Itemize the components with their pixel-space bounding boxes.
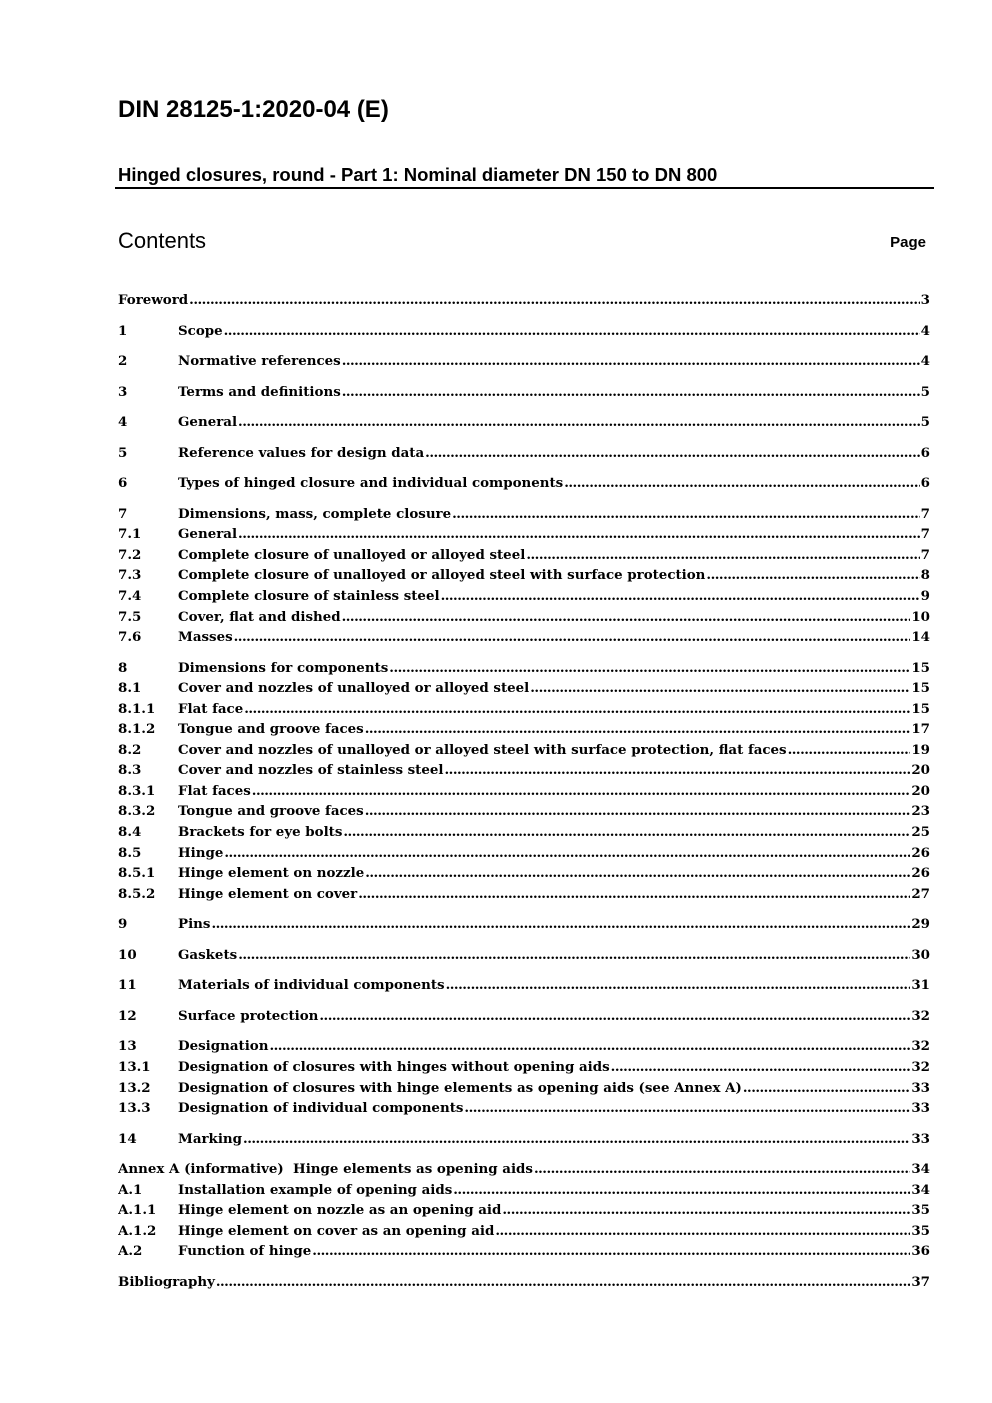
toc-page-number: 34 <box>911 1161 930 1178</box>
toc-number: 7.3 <box>118 567 142 584</box>
toc-number: 8.2 <box>118 741 142 758</box>
toc-dot-leader <box>342 382 920 403</box>
toc-page-number: 7 <box>920 546 930 563</box>
toc-page-number: 7 <box>920 505 930 522</box>
toc-page-number: 30 <box>911 946 930 963</box>
toc-entry-7-4[interactable] <box>118 586 930 607</box>
toc-title: Reference values for design data <box>178 444 425 461</box>
toc-dot-leader <box>526 545 919 566</box>
toc-number: A.1.2 <box>118 1222 157 1239</box>
document-id: DIN 28125-1:2020-04 (E) <box>118 96 389 123</box>
toc-entry-annex-a[interactable] <box>118 1159 930 1180</box>
toc-page-number: 4 <box>920 322 930 339</box>
toc-dot-leader <box>365 801 911 822</box>
toc-page-number: 35 <box>911 1222 930 1239</box>
toc-title: Normative references <box>178 353 341 370</box>
toc-title: Scope <box>178 322 223 339</box>
toc-number: 8.3.1 <box>118 782 156 799</box>
toc-title: Marking <box>178 1130 243 1147</box>
toc-title: General <box>178 414 238 431</box>
toc-number: 14 <box>118 1130 137 1147</box>
toc-dot-leader <box>445 760 911 781</box>
toc-entry-8-5-2[interactable] <box>118 884 930 905</box>
toc-title: Complete closure of stainless steel <box>178 588 440 605</box>
toc-title: Installation example of opening aids <box>178 1181 453 1198</box>
toc-entry-8-5-1[interactable] <box>118 863 930 884</box>
toc-title: Hinge <box>178 844 224 861</box>
toc-page-number: 20 <box>911 762 930 779</box>
toc-title: Tongue and groove faces <box>178 803 364 820</box>
toc-page-number: 17 <box>911 721 930 738</box>
toc-title: Materials of individual components <box>178 977 445 994</box>
toc-number: 8.5.1 <box>118 865 156 882</box>
toc-page-number: 15 <box>911 680 930 697</box>
toc-number: 9 <box>118 916 128 933</box>
toc-dot-leader <box>343 822 910 843</box>
toc-title: Cover, flat and dished <box>178 608 341 625</box>
toc-entry-6[interactable] <box>118 473 930 494</box>
toc-entry-foreword[interactable] <box>118 290 930 311</box>
toc-entry-7-5[interactable] <box>118 607 930 628</box>
toc-page-number: 5 <box>920 414 930 431</box>
toc-number: 3 <box>118 383 128 400</box>
toc-entry-8[interactable] <box>118 658 930 679</box>
toc-entry-a-2[interactable] <box>118 1241 930 1262</box>
toc-entry-7[interactable] <box>118 504 930 525</box>
toc-entry-8-1-1[interactable] <box>118 699 930 720</box>
toc-number: 7.4 <box>118 588 142 605</box>
toc-number: 8 <box>118 659 128 676</box>
toc-entry-4[interactable] <box>118 412 930 433</box>
contents-heading: Contents <box>118 228 207 253</box>
toc-dot-leader <box>269 1036 910 1057</box>
toc-entry-7-3[interactable] <box>118 565 930 586</box>
toc-dot-leader <box>234 627 911 648</box>
toc-number: 11 <box>118 977 137 994</box>
toc-dot-leader <box>365 719 911 740</box>
toc-number: 13.2 <box>118 1079 151 1096</box>
toc-entry-a-1-1[interactable] <box>118 1200 930 1221</box>
toc-dot-leader <box>238 524 920 545</box>
toc-entry-9[interactable] <box>118 914 930 935</box>
toc-number: 7.5 <box>118 608 142 625</box>
toc-number: 8.3 <box>118 762 142 779</box>
toc-title: Hinge element on nozzle as an opening aid <box>178 1202 502 1219</box>
toc-title: Cover and nozzles of unalloyed or alloyed steel <box>178 680 530 697</box>
toc-dot-leader <box>534 1159 910 1180</box>
toc-entry-8-4[interactable] <box>118 822 930 843</box>
toc-number: 7.1 <box>118 526 142 543</box>
toc-number: 6 <box>118 475 128 492</box>
toc-title: Dimensions for components <box>178 659 389 676</box>
toc-dot-leader <box>312 1241 910 1262</box>
toc-page-number: 35 <box>911 1202 930 1219</box>
toc-dot-leader <box>342 607 911 628</box>
toc-number: 13.1 <box>118 1058 151 1075</box>
toc-title: Complete closure of unalloyed or alloyed steel <box>178 546 526 563</box>
toc-page-number: 26 <box>911 865 930 882</box>
toc-entry-13-3[interactable] <box>118 1098 930 1119</box>
toc-title: Surface protection <box>178 1007 319 1024</box>
toc-page-number: 9 <box>920 588 930 605</box>
toc-dot-leader <box>530 678 910 699</box>
toc-dot-leader <box>358 884 910 905</box>
toc-title: Designation of closures with hinges without opening aids <box>178 1058 610 1075</box>
toc-number: 10 <box>118 946 137 963</box>
toc-entry-8-1-2[interactable] <box>118 719 930 740</box>
toc-page-number: 33 <box>911 1100 930 1117</box>
toc-dot-leader <box>243 1129 910 1150</box>
toc-page-number: 36 <box>911 1243 930 1260</box>
toc-dot-leader <box>365 863 910 884</box>
toc-title: Hinge element on cover <box>178 885 358 902</box>
toc-entry-8-3-2[interactable] <box>118 801 930 822</box>
toc-title: Annex A (informative) Hinge elements as opening aids <box>118 1161 533 1178</box>
toc-entry-12[interactable] <box>118 1006 930 1027</box>
toc-title: Tongue and groove faces <box>178 721 364 738</box>
toc-dot-leader <box>216 1272 911 1293</box>
toc-page-number: 15 <box>911 700 930 717</box>
toc-page-number: 34 <box>911 1181 930 1198</box>
toc-page-number: 6 <box>920 444 930 461</box>
toc-page-number: 4 <box>920 353 930 370</box>
title-underline <box>115 187 934 189</box>
toc-dot-leader <box>441 586 920 607</box>
toc-number: 13.3 <box>118 1100 151 1117</box>
toc-title: Hinge element on nozzle <box>178 865 365 882</box>
toc-dot-leader <box>224 843 910 864</box>
toc-number: 8.5 <box>118 844 142 861</box>
toc-number: 7.6 <box>118 629 142 646</box>
toc-dot-leader <box>319 1006 910 1027</box>
toc-page-number: 7 <box>920 526 930 543</box>
toc-title: Gaskets <box>178 946 238 963</box>
toc-page-number: 25 <box>911 824 930 841</box>
toc-title: Designation <box>178 1038 269 1055</box>
toc-title: Flat face <box>178 700 244 717</box>
toc-title: Pins <box>178 916 211 933</box>
toc-number: 7.2 <box>118 546 142 563</box>
toc-dot-leader <box>788 740 911 761</box>
toc-title: Terms and definitions <box>178 383 341 400</box>
toc-page-number: 10 <box>911 608 930 625</box>
toc-page-number: 27 <box>911 885 930 902</box>
toc-entry-8-3[interactable] <box>118 760 930 781</box>
toc-entry-3[interactable] <box>118 382 930 403</box>
toc-title: Dimensions, mass, complete closure <box>178 505 452 522</box>
toc-entry-14[interactable] <box>118 1129 930 1150</box>
toc-page-number: 6 <box>920 475 930 492</box>
toc-page-number: 26 <box>911 844 930 861</box>
toc-dot-leader <box>495 1221 910 1242</box>
toc-page-number: 29 <box>911 916 930 933</box>
toc-number: 7 <box>118 505 128 522</box>
toc-entry-7-6[interactable] <box>118 627 930 648</box>
toc-number: A.2 <box>118 1243 143 1260</box>
toc-dot-leader <box>211 914 910 935</box>
toc-title: Hinge element on cover as an opening aid <box>178 1222 495 1239</box>
toc-title: Foreword <box>118 292 189 308</box>
toc-entry-8-3-1[interactable] <box>118 781 930 802</box>
toc-entry-bibliography[interactable] <box>118 1272 930 1293</box>
toc-title: Cover and nozzles of unalloyed or alloyed steel with surface protection, flat faces <box>178 741 787 758</box>
toc-dot-leader <box>224 321 920 342</box>
toc-page-number: 33 <box>911 1079 930 1096</box>
toc-page-number: 32 <box>911 1038 930 1055</box>
toc-dot-leader <box>743 1078 910 1099</box>
toc-dot-leader <box>238 945 910 966</box>
toc-entry-5[interactable] <box>118 443 930 464</box>
toc-title: Cover and nozzles of stainless steel <box>178 762 444 779</box>
toc-entry-8-2[interactable] <box>118 740 930 761</box>
page-column-label: Page <box>890 234 926 251</box>
toc-dot-leader <box>342 351 920 372</box>
toc-page-number: 23 <box>911 803 930 820</box>
toc-page-number: 5 <box>920 383 930 400</box>
toc-entry-7-1[interactable] <box>118 524 930 545</box>
toc-number: 8.1.1 <box>118 700 156 717</box>
toc-page-number: 32 <box>911 1058 930 1075</box>
toc-dot-leader <box>244 699 910 720</box>
toc-number: 8.5.2 <box>118 885 156 902</box>
toc-title: Flat faces <box>178 782 251 799</box>
toc-title: General <box>178 526 238 543</box>
toc-number: 8.1 <box>118 680 142 697</box>
table-of-contents <box>118 290 930 1292</box>
toc-page-number: 14 <box>911 629 930 646</box>
toc-title: Designation of closures with hinge elements as opening aids (see Annex A) <box>178 1079 742 1096</box>
toc-dot-leader <box>238 412 920 433</box>
toc-page-number: 31 <box>911 977 930 994</box>
toc-number: A.1.1 <box>118 1202 157 1219</box>
toc-page-number: 33 <box>911 1130 930 1147</box>
toc-title: Types of hinged closure and individual components <box>178 475 564 492</box>
toc-entry-8-5[interactable] <box>118 843 930 864</box>
toc-dot-leader <box>252 781 911 802</box>
toc-page-number: 20 <box>911 782 930 799</box>
toc-title: Designation of individual components <box>178 1100 464 1117</box>
toc-dot-leader <box>706 565 919 586</box>
document-title: Hinged closures, round - Part 1: Nominal diameter DN 150 to DN 800 <box>118 164 718 185</box>
toc-entry-1[interactable] <box>118 321 930 342</box>
toc-entry-13-1[interactable] <box>118 1057 930 1078</box>
toc-number: A.1 <box>118 1181 143 1198</box>
toc-dot-leader <box>611 1057 911 1078</box>
toc-entry-8-1[interactable] <box>118 678 930 699</box>
toc-title: Bibliography <box>118 1273 215 1290</box>
toc-page-number: 37 <box>911 1273 930 1290</box>
toc-dot-leader <box>464 1098 910 1119</box>
toc-number: 12 <box>118 1007 137 1024</box>
toc-number: 1 <box>118 322 128 339</box>
toc-dot-leader <box>389 658 910 679</box>
toc-dot-leader <box>502 1200 910 1221</box>
toc-number: 13 <box>118 1038 137 1055</box>
toc-dot-leader <box>453 1180 910 1201</box>
toc-entry-7-2[interactable] <box>118 545 930 566</box>
toc-dot-leader <box>425 443 920 464</box>
toc-dot-leader <box>564 473 919 494</box>
toc-entry-13-2[interactable] <box>118 1078 930 1099</box>
toc-title: Brackets for eye bolts <box>178 824 343 841</box>
toc-dot-leader <box>189 290 920 311</box>
toc-page-number: 8 <box>920 567 930 584</box>
toc-page-number: 19 <box>911 741 930 758</box>
toc-entry-a-1[interactable] <box>118 1180 930 1201</box>
toc-entry-2[interactable] <box>118 351 930 372</box>
toc-title: Function of hinge <box>178 1243 312 1260</box>
toc-entry-a-1-2[interactable] <box>118 1221 930 1242</box>
toc-title: Complete closure of unalloyed or alloyed steel with surface protection <box>178 567 706 584</box>
toc-title: Masses <box>178 629 233 646</box>
toc-page-number: 3 <box>920 292 930 308</box>
toc-dot-leader <box>446 975 911 996</box>
toc-entry-10[interactable] <box>118 945 930 966</box>
toc-entry-11[interactable] <box>118 975 930 996</box>
toc-number: 2 <box>118 353 128 370</box>
toc-number: 5 <box>118 444 128 461</box>
toc-number: 8.1.2 <box>118 721 156 738</box>
toc-page-number: 32 <box>911 1007 930 1024</box>
toc-number: 8.4 <box>118 824 142 841</box>
toc-number: 4 <box>118 414 128 431</box>
toc-entry-13[interactable] <box>118 1036 930 1057</box>
toc-dot-leader <box>452 504 920 525</box>
toc-number: 8.3.2 <box>118 803 156 820</box>
toc-page-number: 15 <box>911 659 930 676</box>
